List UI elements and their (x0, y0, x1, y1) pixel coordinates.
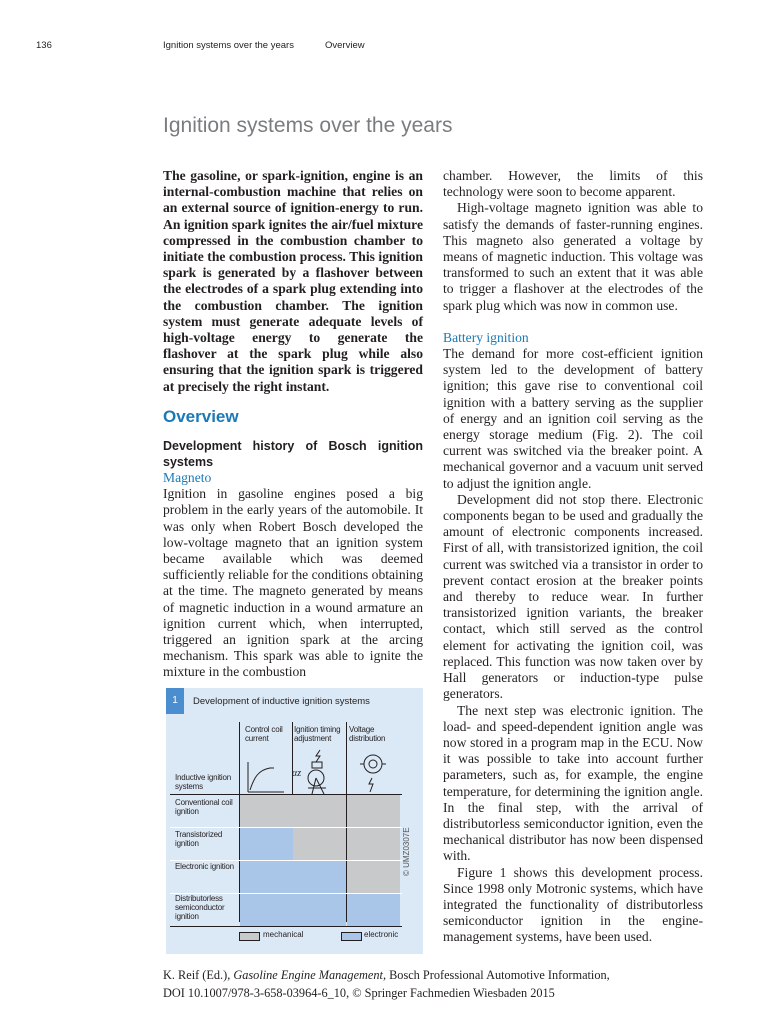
cell-distributorless-timing (293, 894, 346, 926)
row-label-inductive: Inductive ignition systems (175, 773, 231, 791)
inductive-ignition-icons (240, 748, 402, 796)
figure-number-badge: 1 (166, 688, 184, 714)
battery-ignition-heading: Battery ignition (443, 329, 529, 345)
cell-distributorless-control (240, 894, 293, 926)
paragraph-battery-ignition: The demand for more cost-efficient ignition system led to the development of battery ignition; this gave rise to conventional coil ignition with a battery serving as the supplier of energy and an ignition coil serving as the energy storage medium (Fig. 2). The coil current was switched via the breaker point. A mechanical governor and a vacuum unit served to adjust the ignition angle. (443, 346, 703, 491)
cell-conventional-distribution (347, 795, 400, 827)
legend-swatch-electronic (341, 932, 362, 941)
intro-paragraph: The gasoline, or spark-ignition, engine is an internal-combustion machine that relies on an external source of ignition-energy to run. An ignition spark ignites the air/fuel mixture compressed in the combustion chamber to initiate the combustion process. This ignition spark is generated by a flashover between the electrodes of a spark plug extending into the combustion chamber. The ignition system must generate adequate levels of high-voltage energy to generate the flashover at the spark plug while also ensuring that the ignition spark is triggered at precisely the right instant. (163, 168, 423, 394)
paragraph-electronic-components: Development did not stop there. Electronic components began to be used and gradually the amount of electronic components increased. First of all, with transistorized ignition, the coil current was switched via a transistor in order to prevent contact erosion at the breaker points and thereby to reduce wear. In further transistorized ignition variants, the breaker contact, which still served as the control element for activating the ignition coil, was replaced. This function was now taken over by Hall generators or induction-type pulse generators. (443, 491, 703, 702)
row-label-transistorized: Transistorized ignition (175, 830, 223, 848)
column-header-control-coil-current: Control coil current (245, 725, 283, 743)
legend-label-electronic: electronic (364, 930, 399, 939)
citation-series: Bosch Professional Automotive Information, (386, 968, 610, 982)
figure-caption: Development of inductive ignition systems (193, 696, 370, 707)
figure-1 (166, 688, 423, 954)
alpha-z-label: αz (292, 768, 302, 779)
citation-line-1 (163, 966, 610, 984)
paragraph-electronic-ignition: The next step was electronic ignition. The load- and speed-dependent ignition angle was now stored in a program map in the ECU. Now it was possible to take into account further parameters, such as, for example, the engine temperature, for determining the ignition angle. In the final step, with the arrival of distributorless semiconductor ignition, even the mechanical distributor has now been dispensed with. (443, 702, 703, 864)
cell-electronic-timing (293, 861, 346, 893)
row-separator (170, 926, 402, 927)
magneto-heading: Magneto (163, 470, 212, 486)
row-separator (170, 794, 402, 795)
running-title: Ignition systems over the years (163, 40, 294, 51)
cell-conventional-control (240, 795, 293, 827)
row-label-distributorless: Distributorless semiconductor ignition (175, 894, 225, 921)
row-separator (170, 860, 402, 861)
ignition-timing-icon (308, 750, 326, 794)
chapter-title: Ignition systems over the years (163, 114, 453, 137)
page-number: 136 (36, 40, 52, 51)
row-label-conventional: Conventional coil ignition (175, 798, 233, 816)
coil-current-curve-icon (248, 762, 284, 792)
row-separator (170, 893, 402, 894)
image-code: © UMZ0307E (402, 827, 411, 876)
column-header-voltage-distribution: Voltage distribution (349, 725, 386, 743)
cell-transistorized-timing (293, 828, 346, 860)
voltage-distribution-icon (360, 755, 386, 792)
citation-line-2: DOI 10.1007/978-3-658-03964-6_10, © Springer Fachmedien Wiesbaden 2015 (163, 986, 555, 1000)
row-separator (170, 827, 402, 828)
paragraph-continuation: chamber. However, the limits of this technology were soon to become apparent. (443, 168, 703, 200)
right-column (443, 168, 703, 946)
legend-label-mechanical: mechanical (263, 930, 304, 939)
cell-distributorless-distribution (347, 894, 400, 926)
column-header-ignition-timing: Ignition timing adjustment (294, 725, 341, 743)
paragraph-figure-reference: Figure 1 shows this development process. Since 1998 only Motronic systems, which have integrated the functionality of distributorless semiconductor ignition in the engine-management systems, have been used. (443, 864, 703, 945)
cell-conventional-timing (293, 795, 346, 827)
magneto-paragraph: Ignition in gasoline engines posed a big problem in the early years of the automobile. It was only when Robert Bosch developed the low-voltage magneto that an ignition system became available which was deemed sufficiently reliable for the conditions obtaining at the time. The magneto generated by means of magnetic induction in a wound armature an ignition current which, when interrupted, triggered an ignition spark at the arcing mechanism. This spark was able to ignite the mixture in the combustion (163, 486, 423, 680)
citation-editor: K. Reif (Ed.), (163, 968, 234, 982)
citation-footer (163, 966, 610, 1002)
development-history-heading: Development history of Bosch ignition systems (163, 439, 423, 469)
left-column (163, 168, 423, 681)
cell-transistorized-distribution (347, 828, 400, 860)
cell-electronic-control (240, 861, 293, 893)
legend-swatch-mechanical (239, 932, 260, 941)
citation-book-title: Gasoline Engine Management, (233, 968, 387, 982)
cell-electronic-distribution (347, 861, 400, 893)
paragraph-high-voltage-magneto: High-voltage magneto ignition was able to satisfy the demands of faster-running engines. This magneto also generated a voltage by means of magnetic induction. This voltage was transformed to such an extent that it was able to trigger a flashover at the electrodes of the spark plug which was now in common use. (443, 200, 703, 313)
running-section: Overview (325, 40, 365, 51)
cell-transistorized-control (240, 828, 293, 860)
overview-heading: Overview (163, 406, 239, 426)
row-label-electronic: Electronic ignition (175, 862, 234, 871)
